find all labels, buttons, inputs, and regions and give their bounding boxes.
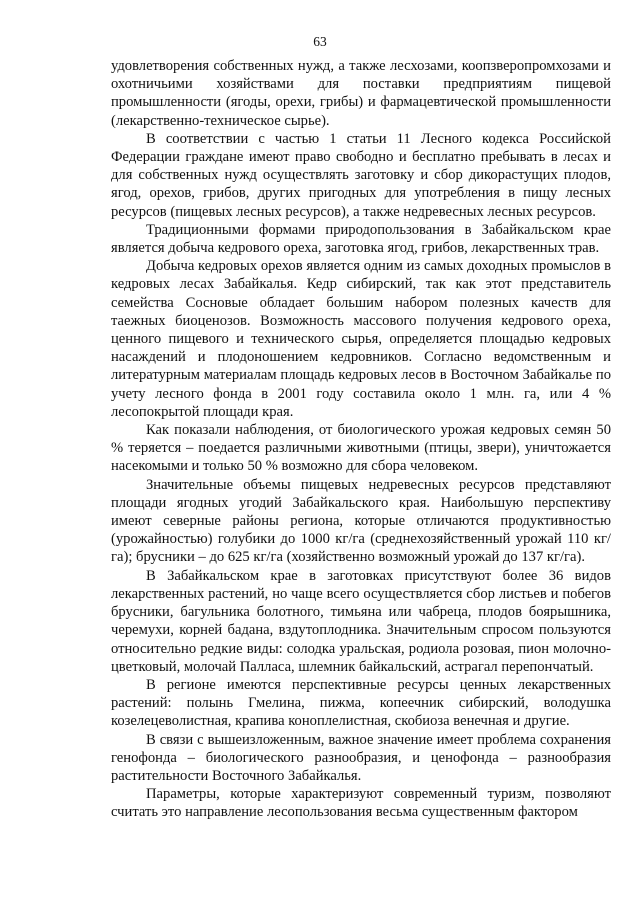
paragraph-continuation: удовлетворения собственных нужд, а также лесхозами, коопзверопромхозами и охотничьими хозяйствами для поставки предприятиям пищевой промышленности (ягоды, орехи, грибы) и фармацевтической промышленности (лекарственно-техническое сырье). (111, 58, 611, 129)
paragraph-tourism: Параметры, которые характеризуют современный туризм, позволяют считать это направление лесопользования весьма существенным фактором (111, 786, 611, 821)
paragraph-forest-code: В соответствии с частью 1 статьи 11 Лесного кодекса Российской Федерации граждане имеют право свободно и бесплатно пребывать в лесах и для собственных нужд осуществлять заготовку и сбор дикорастущих плодов, ягод, орехов, грибов, других пригодных для употребления в пищу лесных ресурсов (пищевых лесных ресурсов), а также недревесных лесных ресурсов. (111, 130, 611, 220)
paragraph-traditional-forms: Традиционными формами природопользования в Забайкальском крае является добыча кедрового ореха, заготовка ягод, грибов, лекарственных трав. (111, 221, 611, 257)
paragraph-gene-pool: В связи с вышеизложенным, важное значение имеет проблема сохранения генофонда – биологического разнообразия, и ценофонда – разнообразия растительности Восточного Забайкалья. (111, 731, 611, 784)
page-number: 63 (313, 34, 327, 49)
paragraph-promising-resources: В регионе имеются перспективные ресурсы ценных лекарственных растений: полынь Гмелина, пижма, копеечник сибирский, володушка козелецеволистная, крапива коноплелистная, скобиоза венечная и другие. (111, 676, 611, 730)
paragraph-berry-resources: Значительные объемы пищевых недревесных ресурсов представляют площади ягодных угодий Забайкальского края. Наибольшую перспективу имеют северные районы региона, которые отличаются продуктивностью (урожайностью) голубики до 1000 кг/га (среднехозяйственный урожай 110 кг/га); брусники – до 625 кг/га (хозяйственно возможный урожай до 137 кг/га). (111, 476, 611, 566)
document-body (111, 57, 611, 822)
paragraph-medicinal-plants: В Забайкальском крае в заготовках присутствуют более 36 видов лекарственных растений, но чаще всего осуществляется сбор листьев и побегов брусники, багульника болотного, тимьяна или чабреца, плодов боярышника, черемухи, корней бадана, вздутоплодника. Значительным спросом пользуются относительно редкие виды: солодка уральская, родиола розовая, пион молочно-цветковый, молочай Палласа, шлемник байкальский, астрагал перепончатый. (111, 567, 611, 675)
paragraph-observations: Как показали наблюдения, от биологического урожая кедровых семян 50 % теряется – поедается различными животными (птицы, звери), уничтожается насекомыми и только 50 % возможно для сбора человеком. (111, 422, 611, 475)
paragraph-cedar-nuts: Добыча кедровых орехов является одним из самых доходных промыслов в кедровых лесах Забайкалья. Кедр сибирский, так как этот представитель семейства Сосновые обладает большим набором полезных качеств для таежных биоценозов. Возможность массового получения кедрового ореха, ценного пищевого и технического сырья, определяется площадью кедровых насаждений и плодоношением кедровников. Согласно ведомственным и литературным материалам площадь кедровых лесов в Восточном Забайкалье по учету лесного фонда в 2001 году составила около 1 млн. га, или 4 % лесопокрытой площади края. (111, 258, 611, 420)
